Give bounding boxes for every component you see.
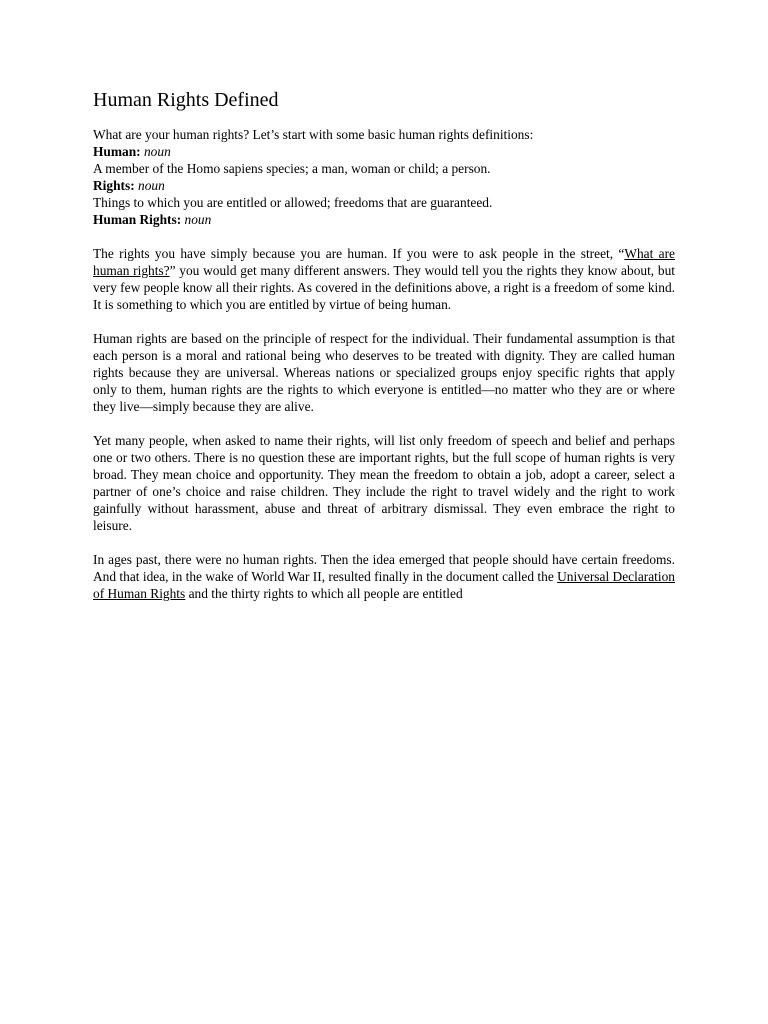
- paragraph-4: [93, 551, 675, 602]
- paragraph-gap: [93, 313, 675, 330]
- definition-rights: [93, 177, 675, 194]
- page-title: Human Rights Defined: [93, 89, 279, 111]
- definition-pos: noun: [184, 212, 212, 227]
- paragraph-text: and the thirty rights to which all people are entitled: [185, 586, 463, 601]
- definition-human: [93, 143, 675, 160]
- paragraph-3: Yet many people, when asked to name their rights, will list only freedom of speech and belief and perhaps one or two others. There is no question these are important rights, but the full scope of human rights is very broad. They mean choice and opportunity. They mean the freedom to obtain a job, adopt a career, select a partner of one’s choice and raise children. They include the right to travel widely and the right to work gainfully without harassment, abuse and threat of arbitrary dismissal. They even embrace the right to leisure.: [93, 433, 675, 533]
- paragraph-text: In ages past, there were no human rights. Then the idea emerged that people should have certain freedoms. And that idea, in the wake of World War II, resulted finally in the document called the: [93, 552, 675, 584]
- udhr-link[interactable]: Universal Declaration of Human Rights: [93, 569, 675, 601]
- definition-term: Rights:: [93, 178, 135, 193]
- paragraph-gap: [93, 534, 675, 551]
- paragraph-2: Human rights are based on the principle of respect for the individual. Their fundamental assumption is that each person is a moral and rational being who deserves to be treated with dignity. They are called human rights because they are universal. Whereas nations or specialized groups enjoy specific rights that apply only to them, human rights are the rights to which everyone is entitled—no matter who they are or where they live—simply because they are alive.: [93, 331, 675, 414]
- definition-term: Human:: [93, 144, 141, 159]
- document-body: [93, 88, 675, 602]
- definition-term: Human Rights:: [93, 212, 182, 227]
- definition-pos: noun: [143, 144, 171, 159]
- definition-text: A member of the Homo sapiens species; a man, woman or child; a person.: [93, 161, 491, 176]
- what-are-human-rights-link[interactable]: What are human rights?: [93, 246, 675, 278]
- paragraph-gap: [93, 415, 675, 432]
- intro-line: What are your human rights? Let’s start with some basic human rights definitions:: [93, 127, 534, 142]
- paragraph-gap: [93, 228, 675, 245]
- definition-human-rights: [93, 211, 675, 228]
- definition-text: Things to which you are entitled or allowed; freedoms that are guaranteed.: [93, 195, 493, 210]
- definition-pos: noun: [138, 178, 165, 193]
- paragraph-text: The rights you have simply because you are human. If you were to ask people in the street, “: [93, 246, 625, 261]
- paragraph-1: [93, 245, 675, 313]
- paragraph-text: ” you would get many different answers. They would tell you the rights they know about, but very few people know all their rights. As covered in the definitions above, a right is a freedom of some kind. It is something to which you are entitled by virtue of being human.: [93, 263, 675, 312]
